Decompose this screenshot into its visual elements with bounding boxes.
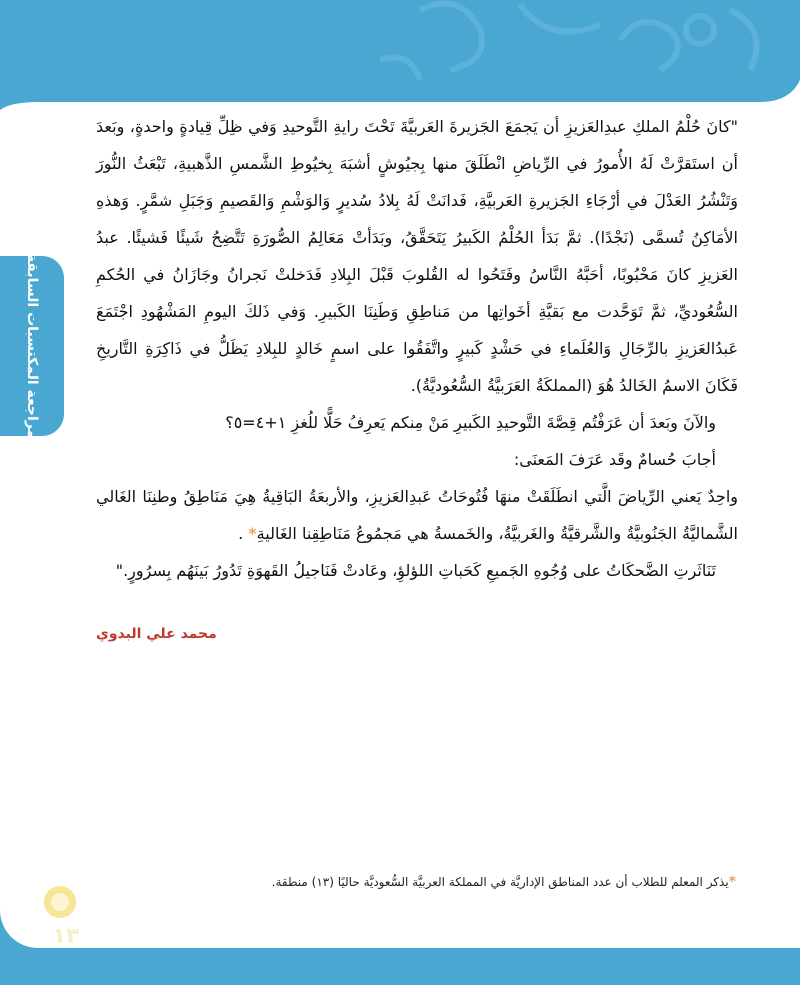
- footnote-text: يذكر المعلم للطلاب أن عدد المناطق الإداريَّة في المملكة العربيَّة السُّعوديَّة حاليًا (١٣) منطقة.: [271, 875, 729, 889]
- story-paragraph-4-text: واحِدٌ يَعني الرِّياضَ الَّتي انطَلَقَتْ منهَا فُتُوحَاتُ عَبدِالعَزيزِ، والأربعَةُ البَاقِيةُ هِيَ مَنَاطِقُ وطنِنَا الغَالي الشَّماليَّةُ الجَنُوبيَّةُ والشَّرقيَّةُ والغَربيَّةُ، والخَمسةُ هي مَجمُوعُ مَنَاطِقِنا الغَاليةِ: [96, 487, 738, 543]
- story-paragraph-3: أجابَ حُسامٌ وقَد عَرَفَ المَعنَى:: [513, 450, 716, 469]
- story-paragraph-5: تَنَاثَرتِ الضَّحكَاتُ على وُجُوهِ الجَميعِ كَحَباتِ اللؤلؤِ، وعَادتْ فَنَاجيلُ القَهوَةِ تَدُورُ بَينَهُم بِسرُورٍ.": [115, 561, 716, 580]
- footnote-asterisk: *: [728, 874, 736, 890]
- footnote-marker: *: [248, 524, 257, 543]
- paragraph-4-end: .: [238, 524, 249, 543]
- footnote: [96, 874, 736, 890]
- story-paragraph-2: والآنَ وبَعدَ أن عَرَفْتُم قِصَّةَ التَّوحيدِ الكَبيرِ مَنْ مِنكم يَعرِفُ حَلًّا للُغزِ ١+٤=٥؟: [225, 413, 716, 432]
- story-text: [96, 108, 738, 589]
- side-tab-label: مراجعة المكتسبات السابقة: [24, 253, 40, 439]
- author-name: محمد علي البدوي: [96, 626, 217, 642]
- page-number: ١٣: [52, 924, 80, 949]
- story-paragraph-4: [96, 478, 738, 552]
- story-paragraph-1: "كانَ حُلْمُ الملكِ عبدِالعَزيزِ أن يَجمَعَ الجَزيرةَ العَربيَّةَ تَحْتَ رايةِ التَّوحيدِ وَفي ظِلِّ قِيادةٍ واحدةٍ، وبَعدَ أن استَقرَّتْ لَهُ الأُمورُ في الرِّياضِ انْطَلَقَ منها بِجيُوشٍ أشبَهَ بِخيُوطِ الشَّمسِ الذَّهبيةِ، تَبْعَثُ النُّورَ وَتَنْشُرُ العَدْلَ في أرْجَاءِ الجَزيرةِ العَربيَّةِ، فَدانَتْ لَهُ بِلادُ سُديرٍ وَالوَشْمِ وَالقَصيمِ وَجَبَلِ شمَّرٍ. وَهذهِ الأمَاكِنُ تُسمَّى (نَجْدًا). ثمَّ بَدَأ الحُلْمُ الكَبيرُ يَتَحَقَّقُ، وبَدَأتْ مَعَالِمُ الصُّورَةِ تَتَّضِحُ شَيئًا فَشيئًا. عبدُ العَزيزِ كانَ مَحْبُوبًا، أحَبَّهُ النَّاسُ وفَتَحُوا له القُلوبَ قَبْلَ البِلادِ فَدَخلتْ نَجرانُ وجَازَانُ في الحُكمِ السُّعُوديِّ، ثمَّ تَوَحَّدت مع بَقيَّةِ أخَواتِها من مَناطِقِ وَطَنِنَا الكَبيرِ. وَفي ذَلكَ اليومِ المَشْهُودِ اجْتَمَعَ عَبدُالعَزيزِ بالرِّجَالِ وَالعُلَماءِ في حَشْدٍ كَبيرٍ واتَّفَقُوا على اسمٍ خَالدٍ للبِلادِ يَظَلُّ في ذَاكِرَةِ التَّاريخِ فَكَانَ الاسمُ الخَالدُ هُوَ (المملكَةُ العَرَبيَّةُ السُّعُوديَّةُ).: [96, 117, 738, 395]
- bottom-white-curve: [0, 910, 800, 948]
